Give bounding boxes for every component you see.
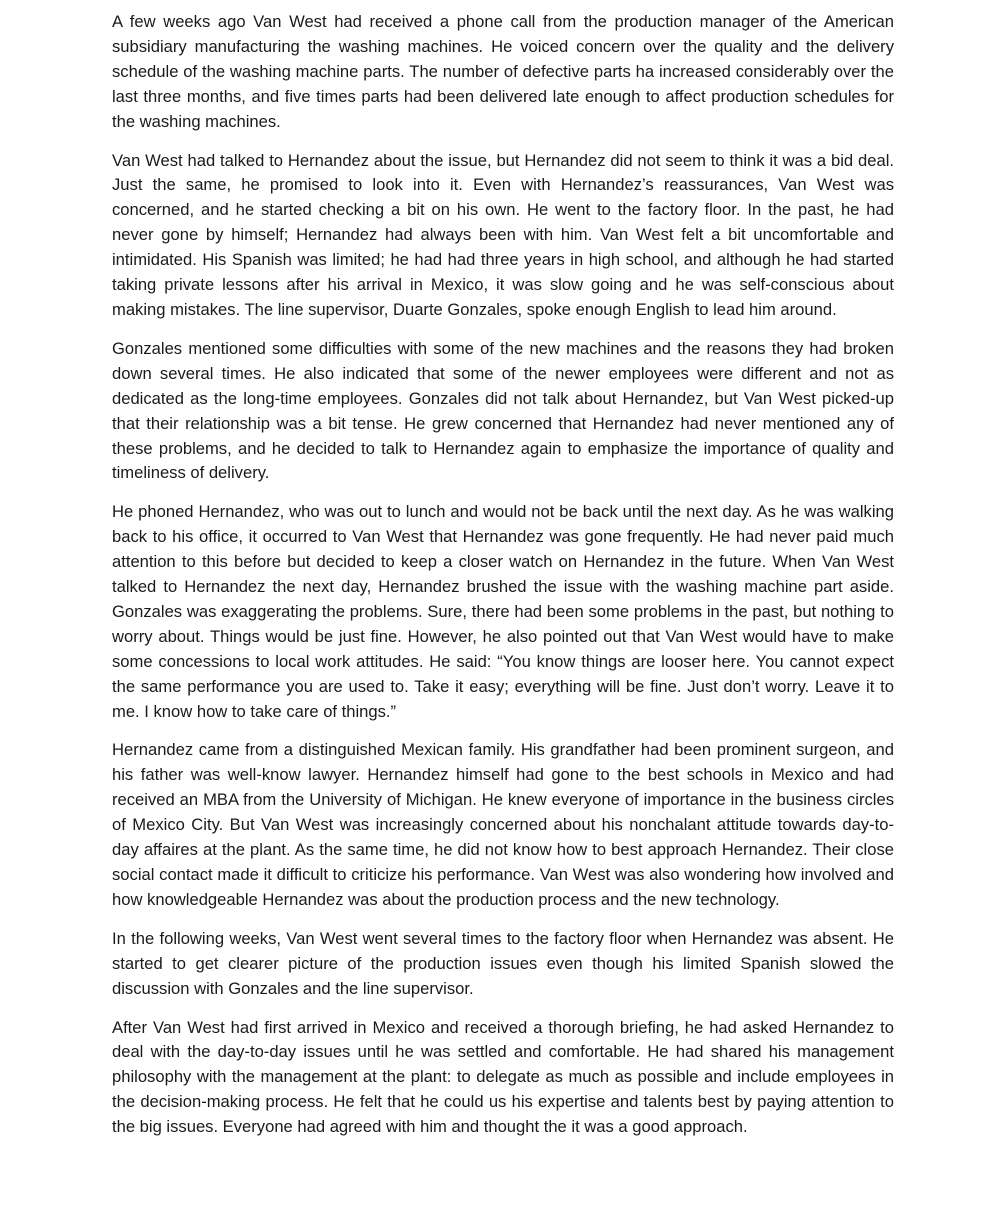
paragraph-2: Van West had talked to Hernandez about the issue, but Hernandez did not seem to think it was a bid deal. Just the same, he promised to look into it. Even with Hernandez’s reassurances, Van West was concerned, and he started checking a bit on his own. He went to the factory floor. In the past, he had never gone by himself; Hernandez had always been with him. Van West felt a bit uncomfortable and intimidated. His Spanish was limited; he had had three years in high school, and although he had started taking private lessons after his arrival in Mexico, it was slow going and he was self-conscious about making mistakes. The line supervisor, Duarte Gonzales, spoke enough English to lead him around. — [112, 150, 894, 319]
paragraph-5: Hernandez came from a distinguished Mexican family. His grandfather had been prominent surgeon, and his father was well-know lawyer. Hernandez himself had gone to the best schools in Mexico and had received an MBA from the University of Michigan. He knew everyone of importance in the business circles of Mexico City. But Van West was increasingly concerned about his nonchalant attitude towards day-to-day affaires at the plant. As the same time, he did not know how to best approach Hernandez. Their close social contact made it difficult to criticize his performance. Van West was also wondering how involved and how knowledgeable Hernandez was about the production process and the new technology. — [112, 740, 894, 909]
paragraph-3: Gonzales mentioned some difficulties with some of the new machines and the reasons they had broken down several times. He also indicated that some of the newer employees were different and not as dedicated as the long-time employees. Gonzales did not talk about Hernandez, but Van West picked-up that their relationship was a bit tense. He grew concerned that Hernandez had never mentioned any of these problems, and he decided to talk to Hernandez again to emphasize the importance of quality and timeliness of delivery. — [112, 338, 894, 483]
document-page — [112, 10, 894, 1140]
paragraph-1: A few weeks ago Van West had received a phone call from the production manager of the American subsidiary manufacturing the washing machines. He voiced concern over the quality and the delivery schedule of the washing machine parts. The number of defective parts ha increased considerably over the last three months, and five times parts had been delivered late enough to affect production schedules for the washing machines. — [112, 12, 894, 131]
paragraph-7: After Van West had first arrived in Mexico and received a thorough briefing, he had asked Hernandez to deal with the day-to-day issues until he was settled and comfortable. He had shared his management philosophy with the management at the plant: to delegate as much as possible and include employees in the decision-making process. He felt that he could us his expertise and talents best by paying attention to the big issues. Everyone had agreed with him and thought the it was a good approach. — [112, 1017, 894, 1137]
paragraph-6: In the following weeks, Van West went several times to the factory floor when Hernandez was absent. He started to get clearer picture of the production issues even though his limited Spanish slowed the discussion with Gonzales and the line supervisor. — [112, 928, 894, 998]
paragraph-4: He phoned Hernandez, who was out to lunch and would not be back until the next day. As he was walking back to his office, it occurred to Van West that Hernandez was gone frequently. He had never paid much attention to this before but decided to keep a closer watch on Hernandez in the future. When Van West talked to Hernandez the next day, Hernandez brushed the issue with the washing machine part aside. Gonzales was exaggerating the problems. Sure, there had been some problems in the past, but nothing to worry about. Things would be just fine. However, he also pointed out that Van West would have to make some concessions to local work attitudes. He said: “You know things are looser here. You cannot expect the same performance you are used to. Take it easy; everything will be fine. Just don’t worry. Leave it to me. I know how to take care of things.” — [112, 502, 894, 721]
